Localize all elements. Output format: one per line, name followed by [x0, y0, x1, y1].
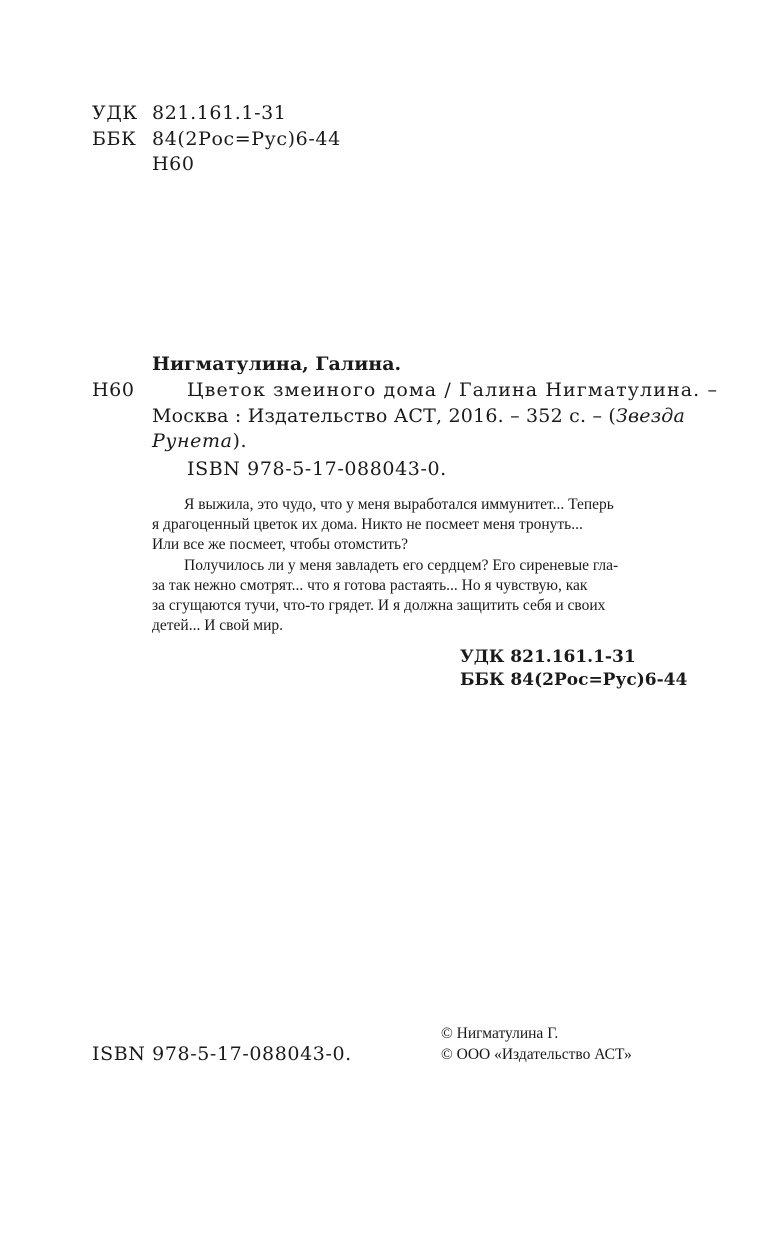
annotation-line: за так нежно смотрят... что я готова растаять... Но я чувствую, как	[152, 577, 588, 594]
bbk-line	[92, 128, 341, 150]
copyright-publisher: © ООО «Издательство АСТ»	[441, 1046, 632, 1063]
card-isbn: ISBN 978-5-17-088043-0.	[187, 458, 447, 480]
bottom-isbn: ISBN 978-5-17-088043-0.	[92, 1043, 352, 1065]
card-author-mark: Н60	[92, 379, 135, 401]
annotation-line: Получилось ли у меня завладеть его сердцем? Его сиреневые гла-	[184, 557, 619, 574]
udk-label: УДК	[92, 102, 138, 124]
copyright-author: © Нигматулина Г.	[441, 1025, 559, 1042]
series-name-2: Рунета	[152, 430, 233, 452]
series-name-1: Звезда	[616, 405, 686, 427]
udk-value: 821.161.1-31	[152, 102, 287, 124]
udk-line	[92, 102, 287, 124]
annotation-line: Или все же посмеет, чтобы отомстить?	[152, 536, 408, 553]
footer-bbk: ББК 84(2Рос=Рус)6-44	[460, 670, 688, 690]
footer-udk: УДК 821.161.1-31	[460, 647, 636, 667]
title-line: Цветок змеиного дома / Галина Нигматулина. –	[187, 379, 719, 401]
author-name: Нигматулина, Галина.	[152, 353, 402, 375]
series-close: ).	[232, 430, 248, 452]
author-mark: Н60	[152, 153, 195, 175]
publisher-text: Москва : Издательство АСТ, 2016. – 352 с. – (	[152, 405, 616, 427]
annotation-line: за сгущаются тучи, что-то грядет. И я должна защитить себя и своих	[152, 597, 606, 614]
annotation-line: Я выжила, это чудо, что у меня выработался иммунитет... Теперь	[184, 496, 614, 513]
annotation-line: детей... И свой мир.	[152, 617, 284, 634]
publisher-line	[152, 405, 685, 427]
series-line	[152, 430, 247, 452]
bbk-label: ББК	[92, 128, 137, 150]
bbk-value: 84(2Рос=Рус)6-44	[152, 128, 341, 150]
annotation-line: я драгоценный цветок их дома. Никто не посмеет меня тронуть...	[152, 516, 583, 533]
